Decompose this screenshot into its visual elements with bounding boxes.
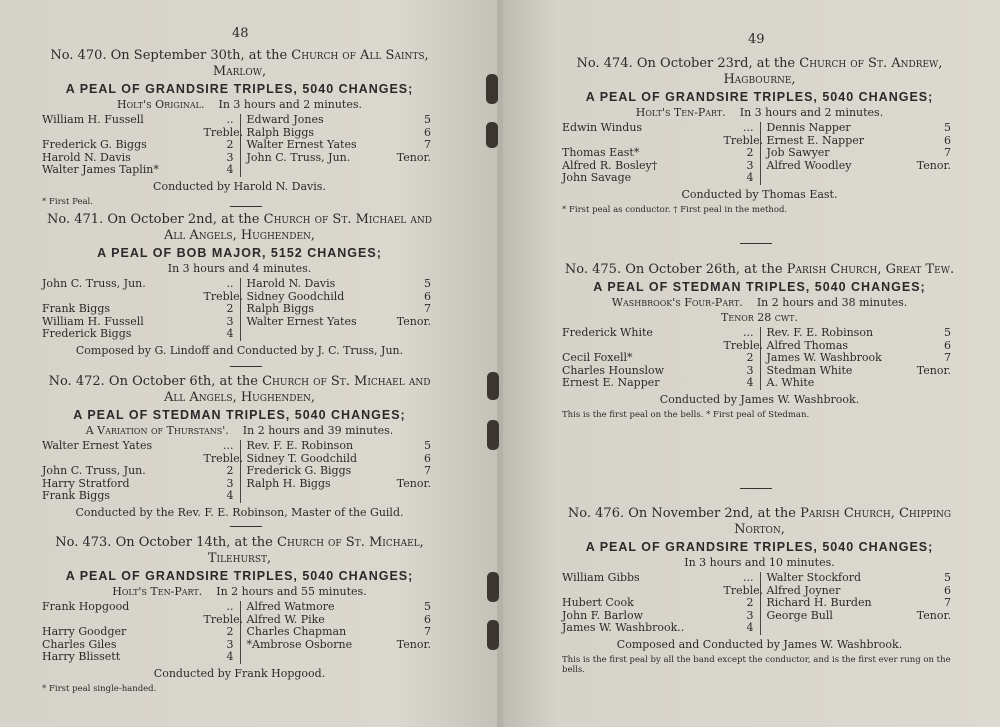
ringers-left xyxy=(42,600,244,664)
duration: In 3 hours and 2 minutes. xyxy=(218,98,362,111)
footnote: This is the first peal on the bells. * First peal of Stedman. xyxy=(562,409,810,420)
bell-number: 4 xyxy=(746,621,754,634)
ringer-name: James W. Washbrook.. xyxy=(562,621,685,634)
bell-number: 6 xyxy=(424,451,431,465)
bell-number: 5 xyxy=(944,571,951,584)
bell-number: 4 xyxy=(746,376,754,389)
peal-details xyxy=(562,296,957,309)
ringer-name: Walter Ernest Yates xyxy=(246,138,357,151)
ringer-row xyxy=(247,303,438,316)
peal-entry xyxy=(562,56,957,215)
ringer-row xyxy=(42,139,240,152)
duration: In 2 hours and 55 minutes. xyxy=(216,585,367,598)
bell-number: 3 xyxy=(746,363,754,377)
ringers-right xyxy=(240,278,438,341)
bell-number: 7 xyxy=(944,596,951,609)
ringer-row xyxy=(767,610,958,623)
peal-date: On September 30th, at the xyxy=(110,48,288,63)
peal-details xyxy=(42,98,437,111)
ringer-row xyxy=(562,622,760,635)
ringer-name: Harold N. Davis xyxy=(246,277,336,290)
conductor: Conducted by the Rev. F. E. Robinson, Master of the Guild. xyxy=(75,505,404,519)
ringer-row xyxy=(42,490,240,503)
ringer-row xyxy=(562,172,760,185)
ringers-right xyxy=(240,440,438,503)
bell-number xyxy=(913,377,957,390)
bell-number: 5 xyxy=(424,277,431,290)
ringers-left xyxy=(562,121,764,185)
peal-date: On October 23rd, at the xyxy=(636,56,796,71)
ringer-name: Edwin Windus xyxy=(562,121,643,134)
peal-title: A PEAL OF STEDMAN TRIPLES, 5040 CHANGES; xyxy=(593,280,926,294)
page-number: 48 xyxy=(232,26,249,41)
divider xyxy=(230,206,262,207)
bell-number: .. Treble. xyxy=(203,113,244,139)
peal-title: A PEAL OF STEDMAN TRIPLES, 5040 CHANGES; xyxy=(73,408,406,422)
church-name: Church of All Saints, Marlow, xyxy=(212,48,429,79)
ringer-row xyxy=(767,377,958,390)
duration: In 3 hours and 2 minutes. xyxy=(739,106,884,119)
peal-date: On October 14th, at the xyxy=(115,535,273,550)
divider xyxy=(740,243,772,244)
church-name: Parish Church, Great Tew. xyxy=(786,262,955,277)
peal-date: On November 2nd, at the xyxy=(628,506,796,521)
conductor: Composed and Conducted by James W. Washbrook. xyxy=(616,637,903,651)
ringer-row xyxy=(562,326,764,352)
bell-number: 6 xyxy=(424,289,431,303)
duration: In 2 hours and 38 minutes. xyxy=(756,296,908,309)
entry-heading xyxy=(562,56,957,88)
ringer-row xyxy=(767,352,958,365)
ringer-name: Harold N. Davis xyxy=(42,150,131,164)
ringer-name: Ralph H. Biggs xyxy=(246,476,331,490)
bell-number: 2 xyxy=(226,625,234,638)
composition: Holt's Ten-Part. xyxy=(112,585,203,598)
binding-stitch xyxy=(486,122,498,148)
bell-number: Tenor. xyxy=(396,314,431,328)
bell-number: 7 xyxy=(424,625,431,638)
ringer-name: Alfred Watmore xyxy=(246,600,335,613)
ringer-row xyxy=(42,328,240,341)
peal-details xyxy=(42,424,437,437)
divider xyxy=(230,366,262,367)
conductor: Conducted by Thomas East. xyxy=(681,187,838,201)
ringer-name: *Ambrose Osborne xyxy=(246,637,353,651)
ringer-name: Cecil Foxell* xyxy=(562,351,633,364)
ringer-name: Hubert Cook xyxy=(562,596,634,609)
bell-number: 2 xyxy=(226,138,234,151)
ringer-name: Harry Blissett xyxy=(42,650,121,663)
bell-number: 5 xyxy=(944,326,951,339)
peal-entry xyxy=(42,212,437,357)
peal-date: On October 26th, at the xyxy=(625,262,783,277)
ringers-right xyxy=(760,122,958,185)
ringer-name: Charles Giles xyxy=(42,637,117,651)
ringer-name: Ernest E. Napper xyxy=(562,376,660,389)
conductor: Conducted by Frank Hopgood. xyxy=(153,666,326,680)
conductor: Conducted by Harold N. Davis. xyxy=(153,179,326,193)
ringer-name: Alfred Joyner xyxy=(766,583,841,597)
peal-details xyxy=(562,106,957,119)
ringers-left xyxy=(562,326,764,390)
bell-number: 7 xyxy=(944,146,951,159)
composition: A Variation of Thurstans'. xyxy=(85,424,229,437)
ringer-name: Rev. F. E. Robinson xyxy=(246,439,354,452)
ringer-name: Frank Biggs xyxy=(42,302,111,315)
bell-number: 3 xyxy=(746,158,754,172)
binding-stitch xyxy=(487,620,499,650)
ringer-row xyxy=(42,303,240,316)
page-number: 49 xyxy=(748,32,765,47)
ringers-right xyxy=(760,327,958,390)
bell-number: 2 xyxy=(226,302,234,315)
ringers-left xyxy=(42,113,244,177)
ringer-name: A. White xyxy=(766,376,815,389)
footnote: * First peal as conductor. † First peal in the method. xyxy=(562,204,788,215)
peal-details xyxy=(562,556,957,569)
composition: Holt's Original. xyxy=(117,98,205,111)
bell-number: Tenor. xyxy=(396,150,431,164)
bell-number: ... Treble. xyxy=(203,439,244,465)
ringer-name: Charles Chapman xyxy=(246,625,347,638)
bell-number: 7 xyxy=(944,351,951,364)
ringers-table xyxy=(42,278,437,341)
ringer-name: Frederick G. Biggs xyxy=(246,464,352,477)
bell-number: Tenor. xyxy=(916,363,951,377)
ringer-row xyxy=(562,352,760,365)
bell-number: .. Treble. xyxy=(203,600,244,626)
ringer-name: Richard H. Burden xyxy=(766,596,872,609)
ringer-name: Alfred Thomas xyxy=(766,338,849,352)
duration: In 2 hours and 39 minutes. xyxy=(242,424,394,437)
ringer-name: James W. Washbrook xyxy=(766,351,882,364)
ringer-row xyxy=(42,465,240,478)
ringer-name: Harry Stratford xyxy=(42,476,130,490)
ringer-name: Edward Jones xyxy=(246,113,324,126)
binding-stitch xyxy=(487,420,499,450)
bell-number: 6 xyxy=(424,612,431,626)
ringer-row xyxy=(42,600,244,626)
ringer-row xyxy=(767,160,958,173)
ringer-row xyxy=(42,277,244,303)
ringer-name: Sidney Goodchild xyxy=(246,289,345,303)
bell-number: 3 xyxy=(226,314,234,328)
bell-number: 5 xyxy=(424,113,431,126)
peal-entry xyxy=(42,374,437,519)
footnote: * First peal single-handed. xyxy=(42,683,157,694)
binding-stitch xyxy=(487,372,499,400)
bell-number: 2 xyxy=(226,464,234,477)
bell-number: 5 xyxy=(424,439,431,452)
ringers-table xyxy=(42,601,437,664)
ringer-row xyxy=(767,597,958,610)
ringer-row xyxy=(247,639,438,652)
ringer-name: Job Sawyer xyxy=(766,146,830,159)
ringer-name: John C. Truss, Jun. xyxy=(246,150,351,164)
peal-entry xyxy=(42,535,437,694)
peal-title: A PEAL OF BOB MAJOR, 5152 CHANGES; xyxy=(97,246,382,260)
church-name: Parish Church, Chipping Norton, xyxy=(734,506,952,537)
ringer-row xyxy=(562,147,760,160)
ringer-name: George Bull xyxy=(766,608,833,622)
bell-number: 4 xyxy=(746,171,754,184)
ringer-row xyxy=(42,651,240,664)
book-gutter xyxy=(497,0,503,727)
entry-heading xyxy=(42,374,437,406)
composition: Washbrook's Four-Part. xyxy=(611,296,743,309)
ringer-row xyxy=(247,139,438,152)
ringer-name: Frederick Biggs xyxy=(42,327,132,340)
entry-heading xyxy=(42,48,437,80)
ringer-name: John C. Truss, Jun. xyxy=(42,464,146,477)
bell-number: 4 xyxy=(226,163,234,176)
ringer-name: William H. Fussell xyxy=(42,113,144,126)
ringer-row xyxy=(562,377,760,390)
entry-heading xyxy=(42,535,437,567)
bell-number: 4 xyxy=(226,327,234,340)
peal-entry xyxy=(42,48,437,207)
footnote: This is the first peal by all the band except the conductor, and is the first ever rung on the bells. xyxy=(562,654,951,675)
entry-heading xyxy=(562,262,957,278)
entry-heading xyxy=(42,212,437,244)
ringer-name: Thomas East* xyxy=(562,146,640,159)
ringer-row xyxy=(767,147,958,160)
bell-number: 2 xyxy=(746,596,754,609)
ringer-name: Ernest E. Napper xyxy=(766,133,865,147)
ringer-row xyxy=(247,440,438,453)
ringers-left xyxy=(42,439,244,503)
ringer-row xyxy=(247,278,438,291)
bell-number: 3 xyxy=(226,476,234,490)
ringer-name: Dennis Napper xyxy=(766,121,851,134)
ringer-row xyxy=(247,601,438,614)
conductor: Conducted by James W. Washbrook. xyxy=(659,392,860,406)
bell-number: 6 xyxy=(944,338,951,352)
ringer-name: Frederick White xyxy=(562,326,653,339)
ringers-table xyxy=(42,440,437,503)
ringer-name: Stedman White xyxy=(766,363,853,377)
ringer-name: John C. Truss, Jun. xyxy=(42,277,146,290)
bell-number: Tenor. xyxy=(396,476,431,490)
bell-number: Tenor. xyxy=(916,608,951,622)
binding-stitch xyxy=(486,74,498,104)
ringers-right xyxy=(240,601,438,664)
ringer-row xyxy=(42,113,244,139)
bell-number: 5 xyxy=(944,121,951,134)
bell-number: 7 xyxy=(424,302,431,315)
ringer-row xyxy=(247,152,438,165)
ringer-row xyxy=(767,122,958,135)
ringer-row xyxy=(42,164,240,177)
peal-number: No. 476. xyxy=(567,506,625,521)
ringer-row xyxy=(562,121,764,147)
ringer-name: Charles Hounslow xyxy=(562,363,665,377)
bell-number: 5 xyxy=(424,600,431,613)
peal-date: On October 6th, at the xyxy=(108,374,258,389)
bell-number: 2 xyxy=(746,351,754,364)
church-name: Church of St. Andrew, Hagbourne, xyxy=(723,56,943,87)
ringer-name: Ralph Biggs xyxy=(246,125,315,139)
bell-number: ... Treble. xyxy=(723,326,764,352)
ringer-row xyxy=(247,626,438,639)
peal-date: On October 2nd, at the xyxy=(107,212,260,227)
ringer-row xyxy=(247,478,438,491)
peal-number: No. 471. xyxy=(47,212,104,227)
church-name: Church of St. Michael, Tilehurst, xyxy=(207,535,424,566)
peal-number: No. 473. xyxy=(55,535,112,550)
ringer-row xyxy=(247,316,438,329)
duration: In 3 hours and 10 minutes. xyxy=(684,556,835,569)
ringers-table xyxy=(42,114,437,177)
ringers-table xyxy=(562,327,957,390)
ringer-name: Frederick G. Biggs xyxy=(42,138,147,151)
bell-number: 3 xyxy=(746,608,754,622)
footnote: * First Peal. xyxy=(42,196,93,207)
ringers-left xyxy=(42,277,244,341)
church-name: Church of St. Michael and All Angels, Hughenden, xyxy=(163,374,431,405)
peal-title: A PEAL OF GRANDSIRE TRIPLES, 5040 CHANGES; xyxy=(65,82,414,96)
ringer-name: Frank Biggs xyxy=(42,489,111,502)
ringer-name: William Gibbs xyxy=(562,571,640,584)
duration: In 3 hours and 4 minutes. xyxy=(167,262,312,275)
ringer-name: Alfred W. Pike xyxy=(246,612,325,626)
ringer-row xyxy=(767,327,958,340)
ringer-name: Alfred Woodley xyxy=(766,158,852,172)
ringer-row xyxy=(247,114,438,127)
tenor-weight: Tenor 28 cwt. xyxy=(721,311,798,324)
peal-number: No. 472. xyxy=(48,374,105,389)
bell-number: 6 xyxy=(424,125,431,139)
ringers-left xyxy=(562,571,764,635)
ringer-row xyxy=(247,465,438,478)
peal-details xyxy=(42,585,437,598)
bell-number: .. Treble. xyxy=(203,277,244,303)
bell-number: 4 xyxy=(226,489,234,502)
ringers-right xyxy=(760,572,958,635)
ringers-table xyxy=(562,122,957,185)
ringer-row xyxy=(562,571,764,597)
ringer-name: Walter Ernest Yates xyxy=(42,439,153,452)
ringer-name: John F. Barlow xyxy=(562,608,644,622)
bell-number: 7 xyxy=(424,138,431,151)
ringers-right xyxy=(240,114,438,177)
bell-number: 7 xyxy=(424,464,431,477)
peal-title: A PEAL OF GRANDSIRE TRIPLES, 5040 CHANGES; xyxy=(65,569,414,583)
church-name: Church of St. Michael and All Angels, Hughenden, xyxy=(163,212,432,243)
bell-number: 4 xyxy=(226,650,234,663)
bell-number: 2 xyxy=(746,146,754,159)
ringer-name: Ralph Biggs xyxy=(246,302,315,315)
ringer-name: Walter Stockford xyxy=(766,571,862,584)
ringer-name: Sidney T. Goodchild xyxy=(246,451,358,465)
peal-entry xyxy=(562,262,957,420)
bell-number: 3 xyxy=(226,150,234,164)
peal-number: No. 474. xyxy=(576,56,633,71)
peal-number: No. 475. xyxy=(564,262,622,277)
bell-number: Tenor. xyxy=(916,158,951,172)
divider xyxy=(230,526,262,527)
ringer-name: Harry Goodger xyxy=(42,625,127,638)
ringer-row xyxy=(562,597,760,610)
bell-number: 6 xyxy=(944,133,951,147)
ringer-name: John Savage xyxy=(562,171,632,184)
conductor: Composed by G. Lindoff and Conducted by J. C. Truss, Jun. xyxy=(75,343,404,357)
ringer-name: Alfred R. Bosley† xyxy=(562,158,658,172)
peal-number: No. 470. xyxy=(50,48,107,63)
peal-title: A PEAL OF GRANDSIRE TRIPLES, 5040 CHANGES; xyxy=(585,90,934,104)
bell-number: 3 xyxy=(226,637,234,651)
ringer-name: Walter Ernest Yates xyxy=(246,314,357,328)
composition: Holt's Ten-Part. xyxy=(635,106,726,119)
peal-details xyxy=(42,262,437,275)
binding-stitch xyxy=(487,572,499,602)
bell-number: 6 xyxy=(944,583,951,597)
ringer-name: Walter James Taplin* xyxy=(42,163,159,176)
entry-heading xyxy=(562,506,957,538)
peal-entry xyxy=(562,506,957,675)
ringer-row xyxy=(42,439,244,465)
ringer-name: William H. Fussell xyxy=(42,314,144,328)
peal-title: A PEAL OF GRANDSIRE TRIPLES, 5040 CHANGES; xyxy=(585,540,934,554)
ringer-row xyxy=(42,626,240,639)
ringer-row xyxy=(767,572,958,585)
bell-number: ... Treble. xyxy=(723,571,764,597)
ringer-name: Rev. F. E. Robinson xyxy=(766,326,874,339)
ringer-name: Frank Hopgood xyxy=(42,600,130,613)
ringers-table xyxy=(562,572,957,635)
bell-number: ... Treble. xyxy=(723,121,764,147)
bell-number: Tenor. xyxy=(396,637,431,651)
divider xyxy=(740,488,772,489)
